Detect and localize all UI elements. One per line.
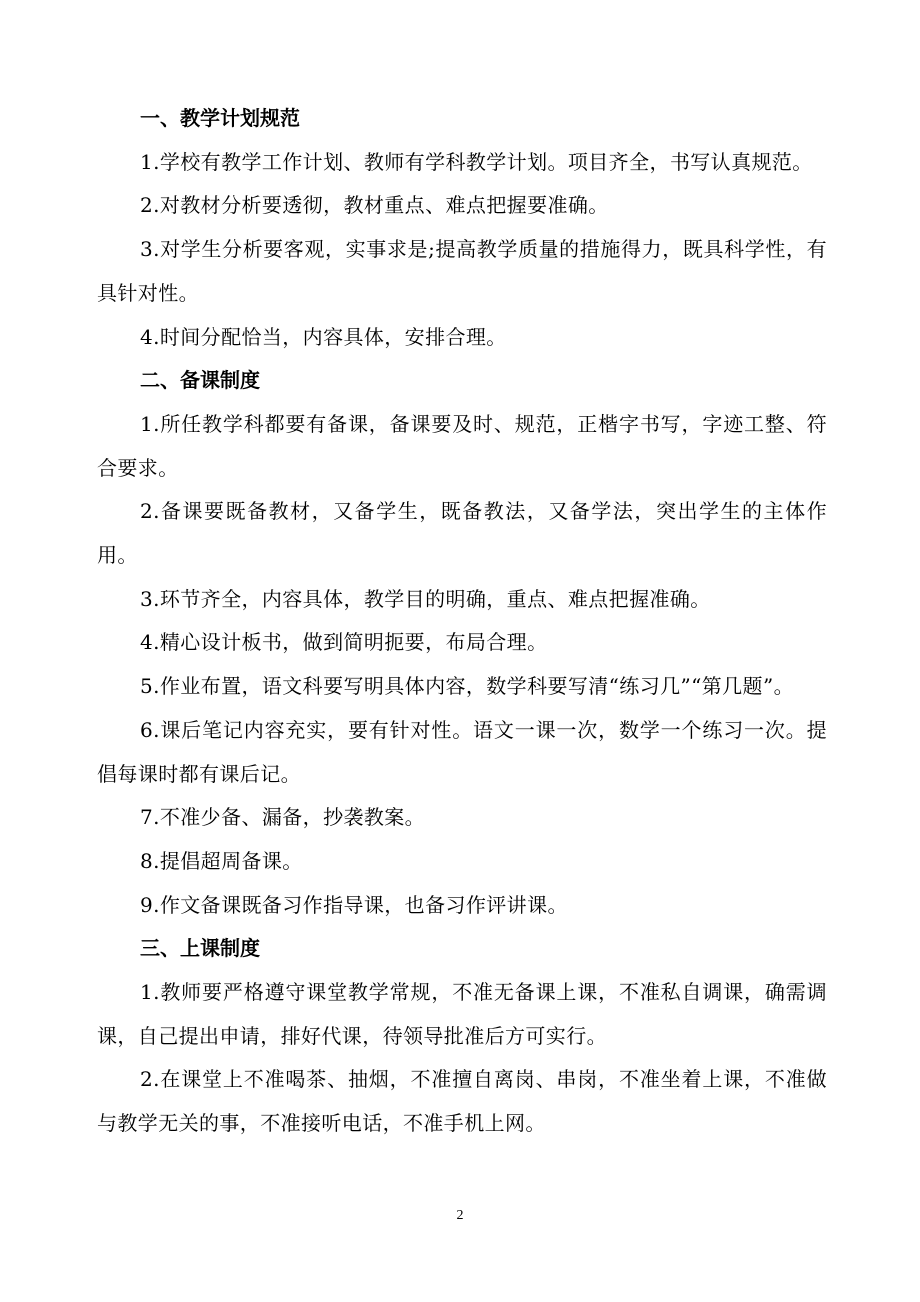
paragraph: 3.环节齐全，内容具体，教学目的明确，重点、难点把握准确。 (140, 586, 711, 611)
paragraph: 4.时间分配恰当，内容具体，安排合理。 (140, 324, 507, 349)
paragraph: 6.课后笔记内容充实，要有针对性。语文一课一次，数学一个练习一次。提倡每课时都有课后记。 (97, 717, 827, 786)
paragraph: 7.不准少备、漏备，抄袭教案。 (140, 805, 426, 830)
paragraph: 1.所任教学科都要有备课，备课要及时、规范，正楷字书写，字迹工整、符合要求。 (97, 411, 827, 480)
section-heading-teaching-plan: 一、教学计划规范 (140, 106, 300, 130)
section-heading-class-rules: 三、上课制度 (140, 936, 260, 961)
paragraph: 1.学校有教学工作计划、教师有学科教学计划。项目齐全，书写认真规范。 (140, 149, 813, 174)
paragraph: 9.作文备课既备习作指导课，也备习作评讲课。 (140, 892, 568, 917)
paragraph: 2.对教材分析要透彻，教材重点、难点把握要准确。 (140, 193, 609, 218)
paragraph: 4.精心设计板书，做到简明扼要，布局合理。 (140, 630, 548, 655)
paragraph: 2.备课要既备教材，又备学生，既备教法，又备学法，突出学生的主体作用。 (97, 499, 827, 568)
paragraph: 8.提倡超周备课。 (140, 848, 303, 873)
page-number: 2 (456, 1208, 464, 1223)
paragraph: 3.对学生分析要客观，实事求是;提高教学质量的措施得力，既具科学性，有具针对性。 (97, 237, 827, 305)
paragraph: 1.教师要严格遵守课堂教学常规，不准无备课上课，不准私自调课，确需调课，自己提出申请，排好代课，待领导批准后方可实行。 (97, 980, 827, 1048)
document-body (97, 97, 827, 1146)
paragraph: 2.在课堂上不准喝茶、抽烟，不准擅自离岗、串岗，不准坐着上课，不准做与教学无关的事，不准接听电话，不准手机上网。 (97, 1067, 827, 1136)
paragraph: 5.作业布置，语文科要写明具体内容，数学科要写清“练习几”“第几题”。 (140, 674, 794, 699)
section-heading-lesson-prep: 二、备课制度 (140, 368, 260, 393)
